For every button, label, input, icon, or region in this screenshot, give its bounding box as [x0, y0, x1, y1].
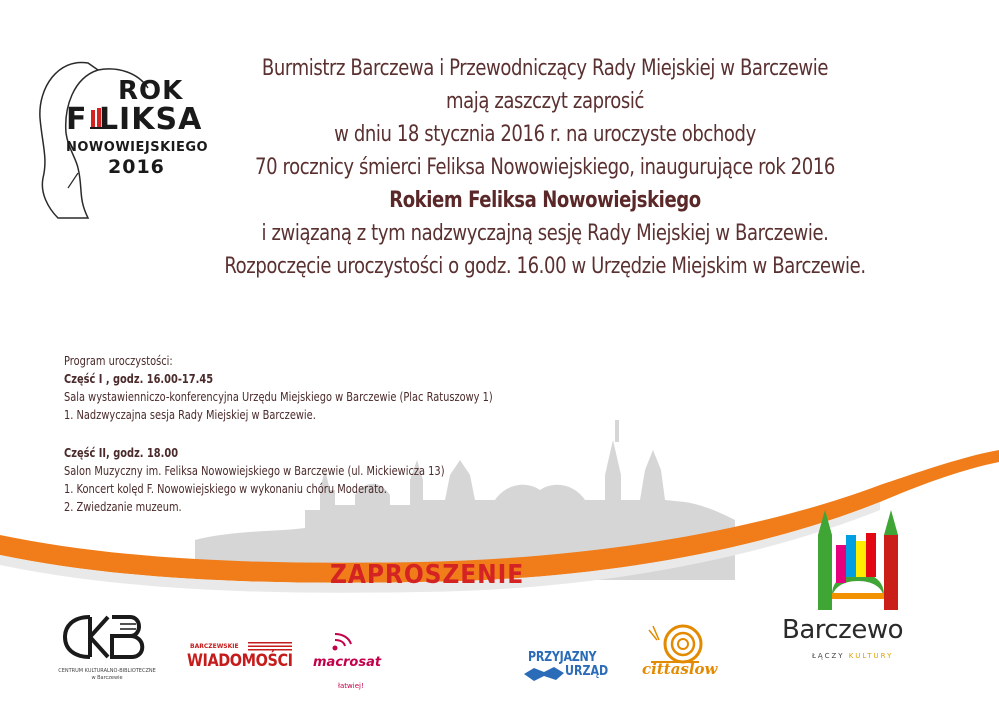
- program-part1-title: Część I , godz. 16.00-17.45: [64, 372, 214, 386]
- wiadomosci-label: WIADOMOŚCI: [187, 651, 293, 671]
- logo-year-text: 2016: [108, 156, 165, 178]
- logo-feliksa-text: F LIKSA: [66, 102, 203, 137]
- cittaslow-name: cittaslow: [642, 660, 718, 678]
- przyjazny-label: PRZYJAZNY: [528, 650, 597, 665]
- invitation-line-6: i związaną z tym nadzwyczajną sesję Rady Miejskiej w Barczewie.: [261, 221, 829, 246]
- ckb-caption-line-2: w Barczewie: [91, 675, 123, 681]
- program-part2-place: Salon Muzyczny im. Feliksa Nowowiejskiego w Barczewie (ul. Mickiewicza 13): [64, 464, 445, 478]
- newspaper-lines-icon: [248, 641, 292, 651]
- program-section: [64, 352, 584, 516]
- program-part2-title: Część II, godz. 18.00: [64, 446, 179, 460]
- barczewskie-label: BARCZEWSKIE: [190, 643, 239, 650]
- tagline-part-2: KULTURY: [848, 652, 894, 660]
- tagline-part-1: ŁĄCZY: [812, 652, 849, 660]
- invitation-text: [150, 52, 940, 283]
- invitation-line-5: Rokiem Feliksa Nowowiejskiego: [389, 188, 701, 213]
- macrosat-tagline: łatwiej!: [338, 682, 364, 690]
- ckb-caption-line-1: CENTRUM KULTURALNO-BIBLIOTECZNE: [58, 668, 156, 674]
- logo-rok-text: ROK: [118, 76, 184, 106]
- urzad-label: URZĄD: [565, 664, 609, 679]
- ckb-logo-icon: [60, 612, 150, 662]
- logo-nowowiejskiego-text: NOWOWIEJSKIEGO: [66, 140, 209, 155]
- zaproszenie-title: ZAPROSZENIE: [330, 560, 525, 590]
- handshake-icon: [522, 662, 566, 684]
- barczewo-tagline: [812, 652, 893, 660]
- program-part2-item: 2. Zwiedzanie muzeum.: [64, 500, 182, 514]
- program-heading: Program uroczystości:: [64, 354, 173, 368]
- barczewo-name: Barczewo: [782, 615, 903, 645]
- invitation-line-4: 70 rocznicy śmierci Feliksa Nowowiejskiego, inaugurujące rok 2016: [255, 155, 835, 180]
- barczewo-castle-logo-icon: [808, 505, 908, 615]
- snail-icon: [645, 618, 705, 666]
- invitation-line-3: w dniu 18 stycznia 2016 r. na uroczyste obchody: [334, 122, 756, 147]
- macrosat-name: macrosat: [313, 655, 382, 670]
- program-part1-item: 1. Nadzwyczajna sesja Rady Miejskiej w Barczewie.: [64, 408, 316, 422]
- program-part2-item: 1. Koncert kolęd F. Nowowiejskiego w wykonaniu chóru Moderato.: [64, 482, 387, 496]
- invitation-line-2: mają zaszczyt zaprosić: [445, 89, 645, 114]
- ckb-caption: [52, 668, 162, 682]
- invitation-line-1: Burmistrz Barczewa i Przewodniczący Rady Miejskiej w Barczewie: [261, 56, 829, 81]
- invitation-line-7: Rozpoczęcie uroczystości o godz. 16.00 w Urzędzie Miejskim w Barczewie.: [224, 254, 866, 279]
- program-part1-place: Sala wystawienniczo-konferencyjna Urzędu Miejskiego w Barczewie (Plac Ratuszowy 1): [64, 390, 493, 404]
